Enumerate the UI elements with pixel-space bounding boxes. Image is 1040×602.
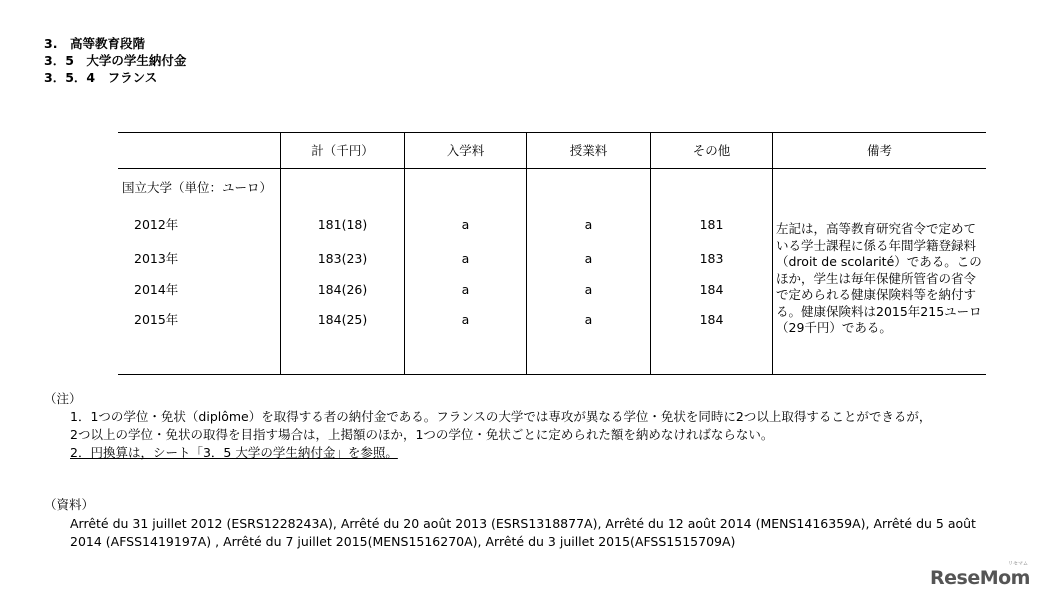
remarks-text: 左記は，高等教育研究省令で定めている学士課程に係る年間学籍登録料（droit de scolarité）である。このほか，学生は毎年保健所管省の省令で定められる健康保険料等を納付する。健康保険料は2015年215ユーロ（29千円）である。 <box>776 221 982 335</box>
row-total: 184(25) <box>317 312 368 327</box>
row-admission: a <box>461 217 470 232</box>
section-heading-2: 3．5 大学の学生納付金 <box>44 53 187 68</box>
row-other: 181 <box>699 217 724 232</box>
note-line: 1．1つの学位・免状（diplôme）を取得する者の納付金である。フランスの大学では専攻が異なる学位・免状を同時に2つ以上取得することができるが， <box>70 409 932 424</box>
section-label: 国立大学（単位：ユーロ） <box>122 180 273 195</box>
source-line: Arrêté du 31 juillet 2012 (ESRS1228243A), Arrêté du 20 août 2013 (ESRS1318877A), Arrêté du 12 août 2014 (MENS1416359A), Arrêté du 5 août <box>70 516 976 531</box>
section-heading-1: 3. 高等教育段階 <box>44 36 145 51</box>
row-year: 2012年 <box>134 217 179 232</box>
row-year: 2015年 <box>134 312 179 327</box>
row-total: 184(26) <box>317 282 368 297</box>
header-admission: 入学料 <box>446 143 485 158</box>
header-total: 計（千円） <box>311 143 374 158</box>
row-admission: a <box>461 251 470 266</box>
header-tuition: 授業料 <box>569 143 608 158</box>
note-line-link: 2．円換算は，シート「3．5 大学の学生納付金」を参照。 <box>70 445 398 460</box>
row-year: 2014年 <box>134 282 179 297</box>
resemom-logo-sub: リセマム <box>1008 561 1028 567</box>
resemom-logo: ReseMom <box>930 567 1030 589</box>
header-other: その他 <box>692 143 731 158</box>
source-line: 2014 (AFSS1419197A) , Arrêté du 7 juillet 2015(MENS1516270A), Arrêté du 3 juillet 2015(AFSS1515709A) <box>70 534 736 549</box>
row-admission: a <box>461 312 470 327</box>
note-line: 2つ以上の学位・免状の取得を目指す場合は，上掲額のほか，1つの学位・免状ごとに定められた額を納めなければならない。 <box>70 427 774 442</box>
column-divider <box>772 132 773 375</box>
row-other: 184 <box>699 282 724 297</box>
sources-title: （資料） <box>44 497 95 512</box>
row-total: 183(23) <box>317 251 368 266</box>
row-tuition: a <box>584 217 593 232</box>
section-heading-3: 3．5．4 フランス <box>44 70 158 85</box>
row-other: 184 <box>699 312 724 327</box>
table-bottom-border <box>118 374 986 375</box>
row-admission: a <box>461 282 470 297</box>
row-tuition: a <box>584 251 593 266</box>
row-other: 183 <box>699 251 724 266</box>
table-header-border <box>118 168 986 169</box>
table-top-border <box>118 132 986 133</box>
notes-title: （注） <box>44 391 82 406</box>
row-total: 181(18) <box>317 217 368 232</box>
row-tuition: a <box>584 312 593 327</box>
row-year: 2013年 <box>134 251 179 266</box>
row-tuition: a <box>584 282 593 297</box>
header-remarks: 備考 <box>866 143 892 158</box>
